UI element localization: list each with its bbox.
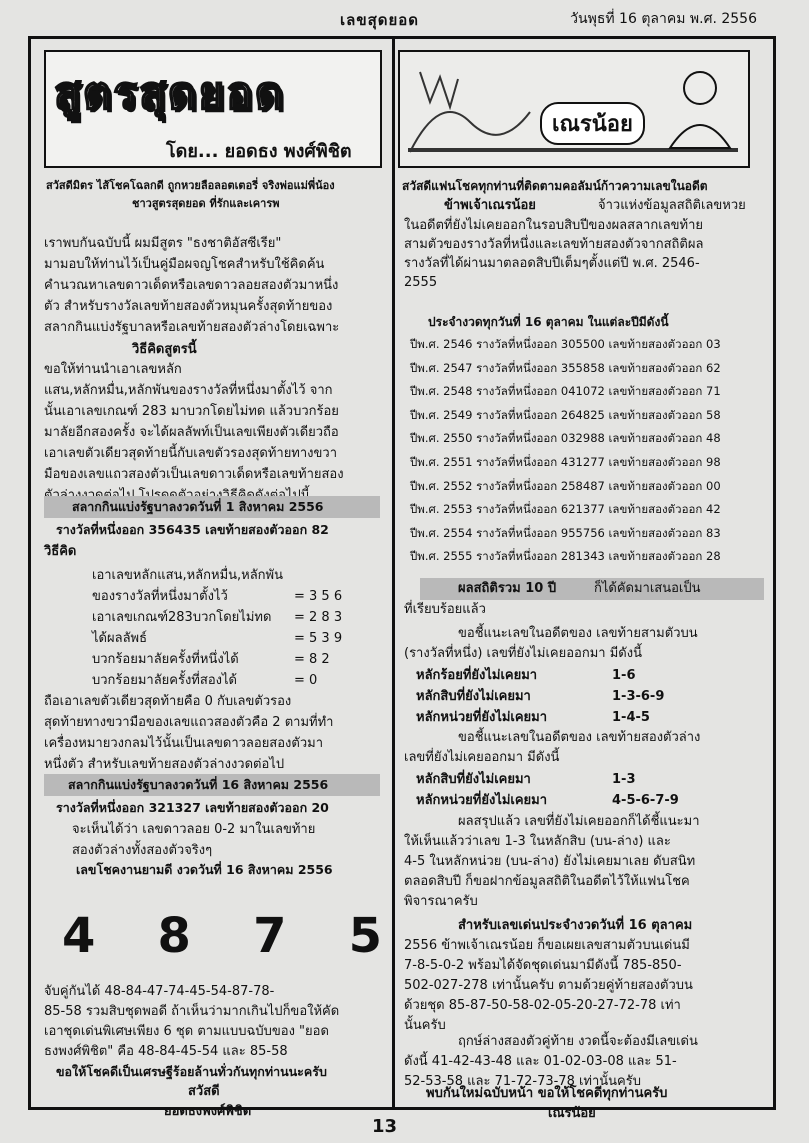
- header-title: เลขสุดยอด: [340, 11, 420, 29]
- top-value: 1-3-6-9: [612, 689, 665, 704]
- calc-label: บวกร้อยมาลัยครั้งที่หนึ่งได้: [92, 652, 239, 667]
- row-tail: เลขท้ายสองตัวออก: [608, 384, 703, 399]
- right-table-title: ประจำงวดทุกวันที่ 16 ตุลาคม ในแต่ละปีมีดังนี้: [428, 315, 669, 329]
- text-line: พิจารณาครับ: [404, 894, 478, 909]
- text-line: เลขที่ยังไม่เคยออกมา มีดังนี้: [404, 750, 560, 765]
- lucky-digit: 8: [157, 908, 191, 964]
- row-year-prefix: ปีพ.ศ.: [410, 407, 440, 422]
- bot-value: 1-3: [612, 772, 636, 787]
- text-line: สุดท้ายทางขวามือของเลขแถวสองตัวคือ 2 ตามที่ทำ: [44, 715, 334, 730]
- text-line: นั้นเอาเลขเกณฑ์ 283 มาบวกโดยไม่ทด แล้วบวกร้อย: [44, 404, 339, 419]
- text-line: 2556 ข้าพเจ้าเณรน้อย ก็ขอเผยเลขสามตัวบนเด่นมี: [404, 938, 690, 953]
- row-tail: เลขท้ายสองตัวออก: [608, 525, 703, 540]
- calc-label: เอาเลขเกณฑ์283บวกโดยไม่ทด: [92, 610, 272, 625]
- text-line: แสน,หลักหมื่น,หลักพันของรางวัลที่หนึ่งมาตั้งไว้ จาก: [44, 383, 333, 398]
- right-sign: เณรน้อย: [548, 1106, 596, 1121]
- row-prize: 264825: [560, 407, 605, 422]
- row-tail: เลขท้ายสองตัวออก: [608, 478, 703, 493]
- top-label: หลักร้อยที่ยังไม่เคยมา: [416, 668, 538, 683]
- left-greet1: สวัสดีมิตร ไส้โชคโฉลกดี ถูกหวยลือลอตเตอรี่ จริงพ่อแม่พี่น้อง: [46, 179, 335, 192]
- row-prize: 041072: [560, 384, 605, 399]
- row-year-prefix: ปีพ.ศ.: [410, 525, 440, 540]
- left-bye: สวัสดี: [188, 1084, 220, 1099]
- row-mid: รางวัลที่หนึ่งออก: [476, 407, 558, 422]
- table-row: [410, 428, 721, 448]
- row-prize: 281343: [560, 549, 605, 564]
- row-tail: เลขท้ายสองตัวออก: [608, 337, 703, 351]
- row-year-prefix: ปีพ.ศ.: [410, 431, 440, 446]
- row-two: 83: [706, 525, 721, 540]
- row-two: 42: [706, 502, 721, 517]
- row-tail: เลขท้ายสองตัวออก: [608, 407, 703, 422]
- row-year-prefix: ปีพ.ศ.: [410, 478, 440, 493]
- row-two: 62: [706, 360, 721, 375]
- row-two: 48: [706, 431, 721, 446]
- row-year: 2551: [443, 455, 473, 469]
- text-line: จะเห็นได้ว่า เลขดาวลอย 0-2 มาในเลขท้าย: [72, 822, 316, 837]
- row-year-prefix: ปีพ.ศ.: [410, 549, 440, 564]
- row-year-prefix: ปีพ.ศ.: [410, 455, 440, 469]
- right-title: เณรน้อย: [540, 102, 645, 145]
- row-prize: 355858: [560, 360, 605, 375]
- table-row: [410, 381, 721, 401]
- text-line: ธงพงศ์พิชิต" คือ 48-84-45-54 และ 85-58: [44, 1044, 288, 1059]
- calc-label: ได้ผลลัพธ์: [92, 631, 148, 646]
- row-prize: 258487: [560, 478, 605, 493]
- top-value: 1-4-5: [612, 710, 650, 725]
- table-row: [410, 546, 721, 566]
- row-two: 00: [706, 478, 721, 493]
- row-year: 2546: [443, 337, 473, 351]
- top-label: หลักหน่วยที่ยังไม่เคยมา: [416, 710, 548, 725]
- text-line: 2555: [404, 275, 438, 290]
- text-line: หนึ่งตัว สำหรับเลขท้ายสองตัวล่างงวดต่อไป: [44, 757, 285, 772]
- calc-value: = 8 2: [294, 652, 330, 667]
- text-line: สลากกินแบ่งรัฐบาลหรือเลขท้ายสองตัวล่างโดยเฉพาะ: [44, 320, 340, 335]
- row-two: 58: [706, 407, 721, 422]
- row-two: 28: [706, 549, 721, 564]
- text-line: เราพบกันฉบับนี้ ผมมีสูตร "ธงชาติอัสซีเรีย": [44, 236, 282, 251]
- text-line: ถือเอาเลขตัวเดียวสุดท้ายคือ 0 กับเลขตัวรอง: [44, 694, 292, 709]
- text-line: ตลอดสิบปี ก็ขอฝากข้อมูลสถิติในอดีตไว้ให้แฟนโชค: [404, 874, 690, 889]
- row-mid: รางวัลที่หนึ่งออก: [476, 525, 558, 540]
- calc-label: บวกร้อยมาลัยครั้งที่สองได้: [92, 673, 237, 688]
- row-year-prefix: ปีพ.ศ.: [410, 360, 440, 375]
- text-line: จ้าวแห่งข้อมูลสถิติเลขหวย: [598, 198, 746, 213]
- left-ex2-title: สลากกินแบ่งรัฐบาลงวดวันที่ 16 สิงหาคม 2556: [68, 777, 329, 792]
- row-tail: เลขท้ายสองตัวออก: [608, 455, 703, 469]
- row-prize: 431277: [560, 455, 605, 469]
- text-line: ขอชี้แนะเลขในอดีตของ เลขท้ายสองตัวล่าง: [458, 730, 701, 745]
- text-line: ขอชี้แนะเลขในอดีตของ เลขท้ายสามตัวบน: [458, 626, 698, 641]
- text-line: ให้เห็นแล้วว่าเลข 1-3 ในหลักสิบ (บน-ล่าง) และ: [404, 834, 671, 849]
- text-line: มาลัยอีกสองครั้ง จะได้ผลลัพท์เป็นเลขเพียงตัวเดียวถือ: [44, 425, 339, 440]
- text-line: ขอให้ท่านนำเอาเลขหลัก: [44, 362, 182, 377]
- right-greet2: ข้าพเจ้าเณรน้อย: [444, 198, 536, 213]
- lucky-digit: 7: [253, 908, 287, 964]
- text-line: รางวัลที่ได้ผ่านมาตลอดสิบปีเต็มๆตั้งแต่ปี พ.ศ. 2546-: [404, 256, 700, 271]
- row-tail: เลขท้ายสองตัวออก: [608, 502, 703, 517]
- row-year: 2547: [443, 360, 473, 375]
- row-mid: รางวัลที่หนึ่งออก: [476, 549, 558, 564]
- left-title: สูตรสุดยอด: [54, 68, 286, 119]
- left-sign: ยอดธงพงศ์พิชิต: [164, 1104, 252, 1119]
- table-row: [410, 405, 721, 425]
- lucky-digits: [62, 908, 382, 964]
- top-label: หลักสิบที่ยังไม่เคยมา: [416, 689, 531, 704]
- row-mid: รางวัลที่หนึ่งออก: [476, 455, 558, 469]
- table-row: [410, 476, 721, 496]
- top-value: 1-6: [612, 668, 636, 683]
- bot-label: หลักสิบที่ยังไม่เคยมา: [416, 772, 531, 787]
- calc-value: = 0: [294, 673, 318, 688]
- row-two: 98: [706, 455, 721, 469]
- text-line: ตัว สำหรับรางวัลเลขท้ายสองตัวหมุนครั้งสุดท้ายของ: [44, 299, 333, 314]
- row-mid: รางวัลที่หนึ่งออก: [476, 384, 558, 399]
- text-line: ในอดีตที่ยังไม่เคยออกในรอบสิบปีของผลสลากเลขท้าย: [404, 218, 704, 233]
- table-row: [410, 358, 721, 378]
- text-line: มือของเลขแถวสองตัวเป็นเลขดาวเด็ดหรือเลขท้ายสอง: [44, 467, 344, 482]
- row-year: 2555: [443, 549, 473, 564]
- table-row: [410, 452, 721, 472]
- row-year: 2552: [443, 478, 473, 493]
- text-line: มามอบให้ท่านไว้เป็นคู่มือผจญโชคสำหรับใช้คิดค้น: [44, 257, 325, 272]
- left-wish: ขอให้โชคดีเป็นเศรษฐีร้อยล้านทั่วกันทุกท่านนะครับ: [56, 1064, 327, 1079]
- bot-value: 4-5-6-7-9: [612, 793, 679, 808]
- text-line: เอาชุดเด่นพิเศษเพียง 6 ชุด ตามแบบฉบับของ "ยอด: [44, 1024, 329, 1039]
- row-tail: เลขท้ายสองตัวออก: [608, 431, 703, 446]
- bot-label: หลักหน่วยที่ยังไม่เคยมา: [416, 793, 548, 808]
- row-year-prefix: ปีพ.ศ.: [410, 502, 440, 517]
- text-line: 52-53-58 และ 71-72-73-78 เท่านั้นครับ: [404, 1074, 641, 1089]
- table-row: [410, 334, 721, 354]
- row-mid: รางวัลที่หนึ่งออก: [476, 502, 558, 517]
- text-line: เครื่องหมายวงกลมไว้นั้นเป็นเลขดาวลอยสองตัวมา: [44, 736, 324, 751]
- row-mid: รางวัลที่หนึ่งออก: [476, 360, 558, 375]
- text-line: ด้วยชุด 85-87-50-58-02-05-20-27-72-78 เท่า: [404, 998, 681, 1013]
- text-line: 502-027-278 เท่านั้นครับ ตามด้วยคู่ท้ายสองตัวบน: [404, 978, 693, 993]
- calc-value: = 3 5 6: [294, 589, 343, 604]
- text-line: ผลสรุปแล้ว เลขที่ยังไม่เคยออกก็ได้ชี้แนะมา: [458, 814, 700, 829]
- calc-label: ของรางวัลที่หนึ่งมาตั้งไว้: [92, 589, 228, 604]
- row-mid: รางวัลที่หนึ่งออก: [476, 431, 558, 446]
- page-number: 13: [372, 1116, 398, 1137]
- text-line: สองตัวล่างทั้งสองตัวจริงๆ: [72, 843, 213, 858]
- text-line: สามตัวของรางวัลที่หนึ่งและเลขท้ายสองตัวจากสถิติผล: [404, 237, 704, 252]
- row-year: 2548: [443, 384, 473, 399]
- right-sum-text: ก็ได้คัดมาเสนอเป็น: [594, 581, 701, 596]
- right-sum-title: ผลสถิติรวม 10 ปี: [458, 581, 557, 596]
- left-greet2: ชาวสูตรสุดยอด ที่รักและเคารพ: [132, 197, 280, 210]
- row-year: 2549: [443, 407, 473, 422]
- row-year: 2554: [443, 525, 473, 540]
- text-line: (รางวัลที่หนึ่ง) เลขที่ยังไม่เคยออกมา มีดังนี้: [404, 646, 642, 661]
- right-sum-text: ที่เรียบร้อยแล้ว: [404, 602, 486, 617]
- row-prize: 621377: [560, 502, 605, 517]
- row-year-prefix: ปีพ.ศ.: [410, 337, 440, 351]
- left-ex-title: สลากกินแบ่งรัฐบาลงวดวันที่ 1 สิงหาคม 2556: [72, 499, 324, 514]
- page-header: [0, 6, 809, 30]
- row-mid: รางวัลที่หนึ่งออก: [476, 478, 558, 493]
- text-line: เอาเลขตัวเดียวสุดท้ายนี้กับเลขตัวรองสุดท้ายทางขวา: [44, 446, 338, 461]
- right-title-box: [398, 50, 750, 168]
- lucky-digit: 5: [348, 908, 382, 964]
- row-prize: 305500: [560, 337, 605, 351]
- column-divider: [392, 38, 395, 1108]
- row-prize: 955756: [560, 525, 605, 540]
- table-row: [410, 523, 721, 543]
- row-two: 03: [706, 337, 721, 351]
- text-line: สำหรับเลขเด่นประจำงวดวันที่ 16 ตุลาคม: [458, 918, 693, 933]
- right-greet1: สวัสดีแฟนโชคทุกท่านที่ติดตามคอลัมน์ก้าวความเลขในอดีต: [402, 179, 708, 193]
- text-line: ดังนี้ 41-42-43-48 และ 01-02-03-08 และ 51-: [404, 1054, 677, 1069]
- text-line: 4-5 ในหลักหน่วย (บน-ล่าง) ยังไม่เคยมาเลย ดับสนิท: [404, 854, 696, 869]
- left-ex2-prize: รางวัลที่หนึ่งออก 321327 เลขท้ายสองตัวออก 20: [56, 800, 329, 815]
- text-line: 85-58 รวมสิบชุดพอดี ถ้าเห็นว่ามากเกินไปก็ขอให้คัด: [44, 1004, 340, 1019]
- row-year: 2550: [443, 431, 473, 446]
- text-line: ฤกษ์ล่างสองตัวคู่ท้าย งวดนี้จะต้องมีเลขเด่น: [458, 1034, 698, 1049]
- row-year-prefix: ปีพ.ศ.: [410, 384, 440, 399]
- text-line: นั้นครับ: [404, 1018, 446, 1033]
- left-ex-prize: รางวัลที่หนึ่งออก 356435 เลขท้ายสองตัวออก 82: [56, 522, 329, 537]
- text-line: คำนวณหาเลขดาวเด็ดหรือเลขดาวลอยสองตัวมาหนึ่ง: [44, 278, 339, 293]
- table-row: [410, 499, 721, 519]
- row-tail: เลขท้ายสองตัวออก: [608, 549, 703, 564]
- left-ex-label: วิธีคิด: [44, 544, 77, 559]
- left-method-title: วิธีคิดสูตรนี้: [132, 342, 197, 357]
- right-bye: พบกันใหม่ฉบับหน้า ขอให้โชคดีทุกท่านครับ: [426, 1086, 668, 1101]
- row-mid: รางวัลที่หนึ่งออก: [476, 337, 558, 351]
- row-two: 71: [706, 384, 721, 399]
- left-title-box: [44, 50, 382, 168]
- left-byline: โดย... ยอดธง พงศ์พิชิต: [166, 141, 352, 162]
- left-lucky-title: เลขโชคงานยามดี งวดวันที่ 16 สิงหาคม 2556: [76, 862, 333, 877]
- row-prize: 032988: [560, 431, 605, 446]
- header-date: วันพุธที่ 16 ตุลาคม พ.ศ. 2556: [570, 11, 757, 27]
- text-line: 7-8-5-0-2 พร้อมได้จัดชุดเด่นมามีดังนี้ 785-850-: [404, 958, 682, 973]
- row-year: 2553: [443, 502, 473, 517]
- calc-value: = 5 3 9: [294, 631, 343, 646]
- lucky-digit: 4: [62, 908, 96, 964]
- row-tail: เลขท้ายสองตัวออก: [608, 360, 703, 375]
- calc-label: เอาเลขหลักแสน,หลักหมื่น,หลักพัน: [92, 568, 284, 583]
- text-line: จับคู่กันได้ 48-84-47-74-45-54-87-78-: [44, 984, 275, 999]
- calc-value: = 2 8 3: [294, 610, 343, 625]
